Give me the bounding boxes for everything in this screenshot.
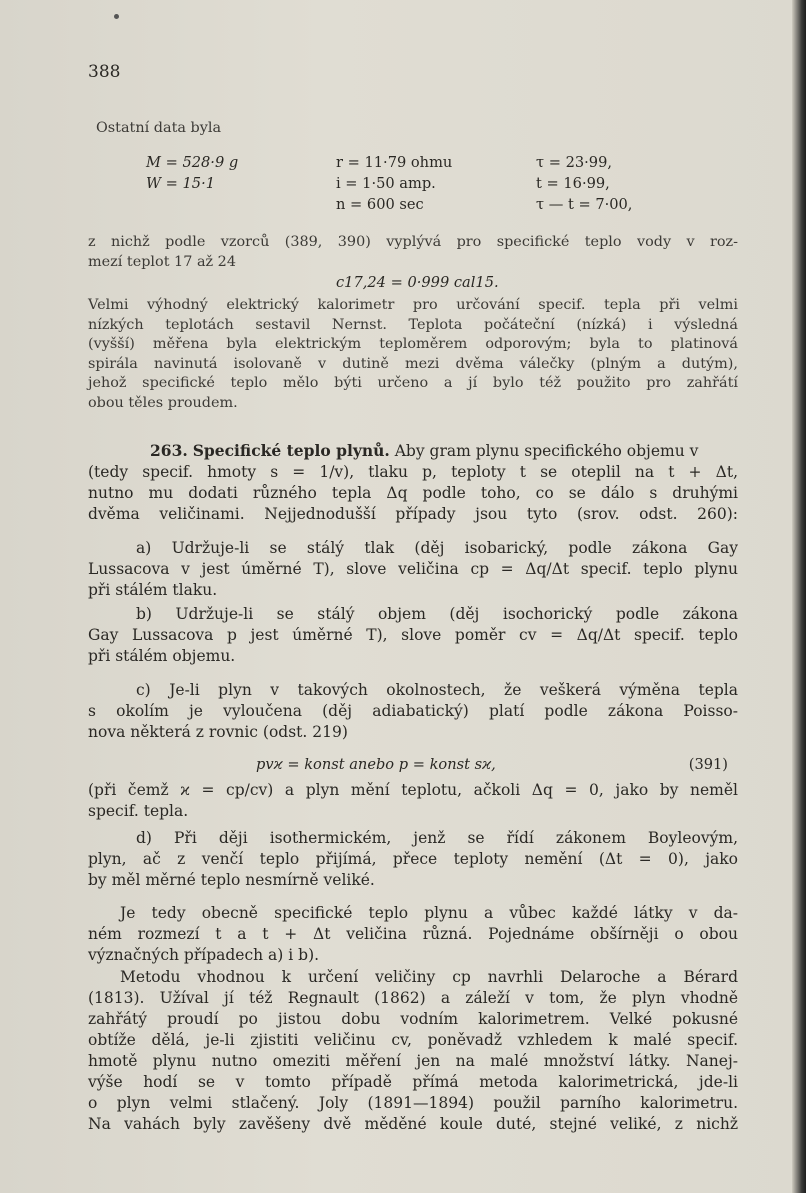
section-title: Specifické teplo plynů. [192,441,390,460]
intro-line: Ostatní data byla [96,120,222,136]
para-1: z nichž podle vzorců (389, 390) vyplývá pro specifické teplo vody v roz- mezí teplot 17 až 24 [88,234,738,270]
result-equation: c17,24 = 0·999 cal15. [336,274,499,291]
case-d: d) Při ději isothermickém, jenž se řídí zákonem Boyleovým, plyn, ač z venčí teplo přijímá, přece teploty nemění (Δt = 0), jako by měl měrné teplo nesmírně veliké. [88,829,738,889]
section-number: 263. [150,441,188,460]
equation-number: (391) [688,756,728,773]
case-c: c) Je-li plyn v takových okolnostech, že veškerá výměna tepla s okolím je vyloučena (děj adiabatický) platí podle zákona Poisso- nova některá z rovnic (odst. 219) [88,681,738,741]
case-a: a) Udržuje-li se stálý tlak (děj isobarický, podle zákona Gay Lussacova v jest úměrné T), slove veličina cp = Δq/Δt specif. teplo plynu při stálém tlaku. [88,539,738,599]
para-3: Je tedy obecně specifické teplo plynu a vůbec každé látky v da- ném rozmezí t a t + Δt veličina různá. Pojednáme obšírněji o obou význačných případech a) i b). [88,904,738,964]
given-col-2: r = 11·79 ohmu i = 1·50 amp. n = 600 sec [336,154,453,213]
given-col-3: τ = 23·99, t = 16·99, τ — t = 7·00, [536,154,633,213]
equation-391: pvϰ = konst anebo p = konst sϰ, (391) [256,756,728,773]
given-col-1: M = 528·9 g W = 15·1 [146,154,239,192]
page-edge-shadow [792,0,806,1193]
para-2: Velmi výhodný elektrický kalorimetr pro určování specif. tepla při velmi nízkých teplotách sestavil Nernst. Teplota počáteční (nízká) i výsledná (vyšší) měřena byla elektrickým teploměrem odporovým; byla to platinová spirála navinutá isolovaně v dutině mezi dvěma válečky (plným a dutým), jehož specifické teplo mělo býti určeno a jí bylo též použito pro zahřátí obou těles proudem. [88,297,738,411]
case-c-cont: (při čemž ϰ = cp/cv) a plyn mění teplotu, ačkoli Δq = 0, jako by neměl specif. tepla. [88,781,738,820]
page-number: 388 [88,62,121,82]
case-b: b) Udržuje-li se stálý objem (děj isochorický podle zákona Gay Lussacova p jest úměrné T), slove poměr cv = Δq/Δt specif. teplo při stálém objemu. [88,605,738,665]
section-263: 263. Specifické teplo plynů. Aby gram plynu specifického objemu v (tedy specif. hmoty s = 1/v), tlaku p, teploty t se oteplil na t + Δt, nutno mu dodati různého tepla Δq podle toho, co se dálo s druhými dvěma veličinami. Nejjednodušší případy jsou tyto (srov. odst. 260): [88,441,738,523]
page-speck [114,14,119,19]
para-4: Metodu vhodnou k určení veličiny cp navrhli Delaroche a Bérard (1813). Užíval jí též Regnault (1862) a záleží v tom, že plyn vhodně zahřátý proudí po jistou dobu vodním kalorimetrem. Velké pokusné obtíže dělá, je-li zjistiti veličinu cv, poněvadž vzhledem k malé specif. hmotě plynu nutno omeziti měření jen na malé množství látky. Nanej- výše hodí se v tomto případě přímá metoda kalorimetrická, jde-li o plyn velmi stlačený. Joly (1891—1894) použil parního kalorimetru. Na vahách byly zavěšeny dvě měděné koule duté, stejné veliké, z nichž [88,968,738,1133]
